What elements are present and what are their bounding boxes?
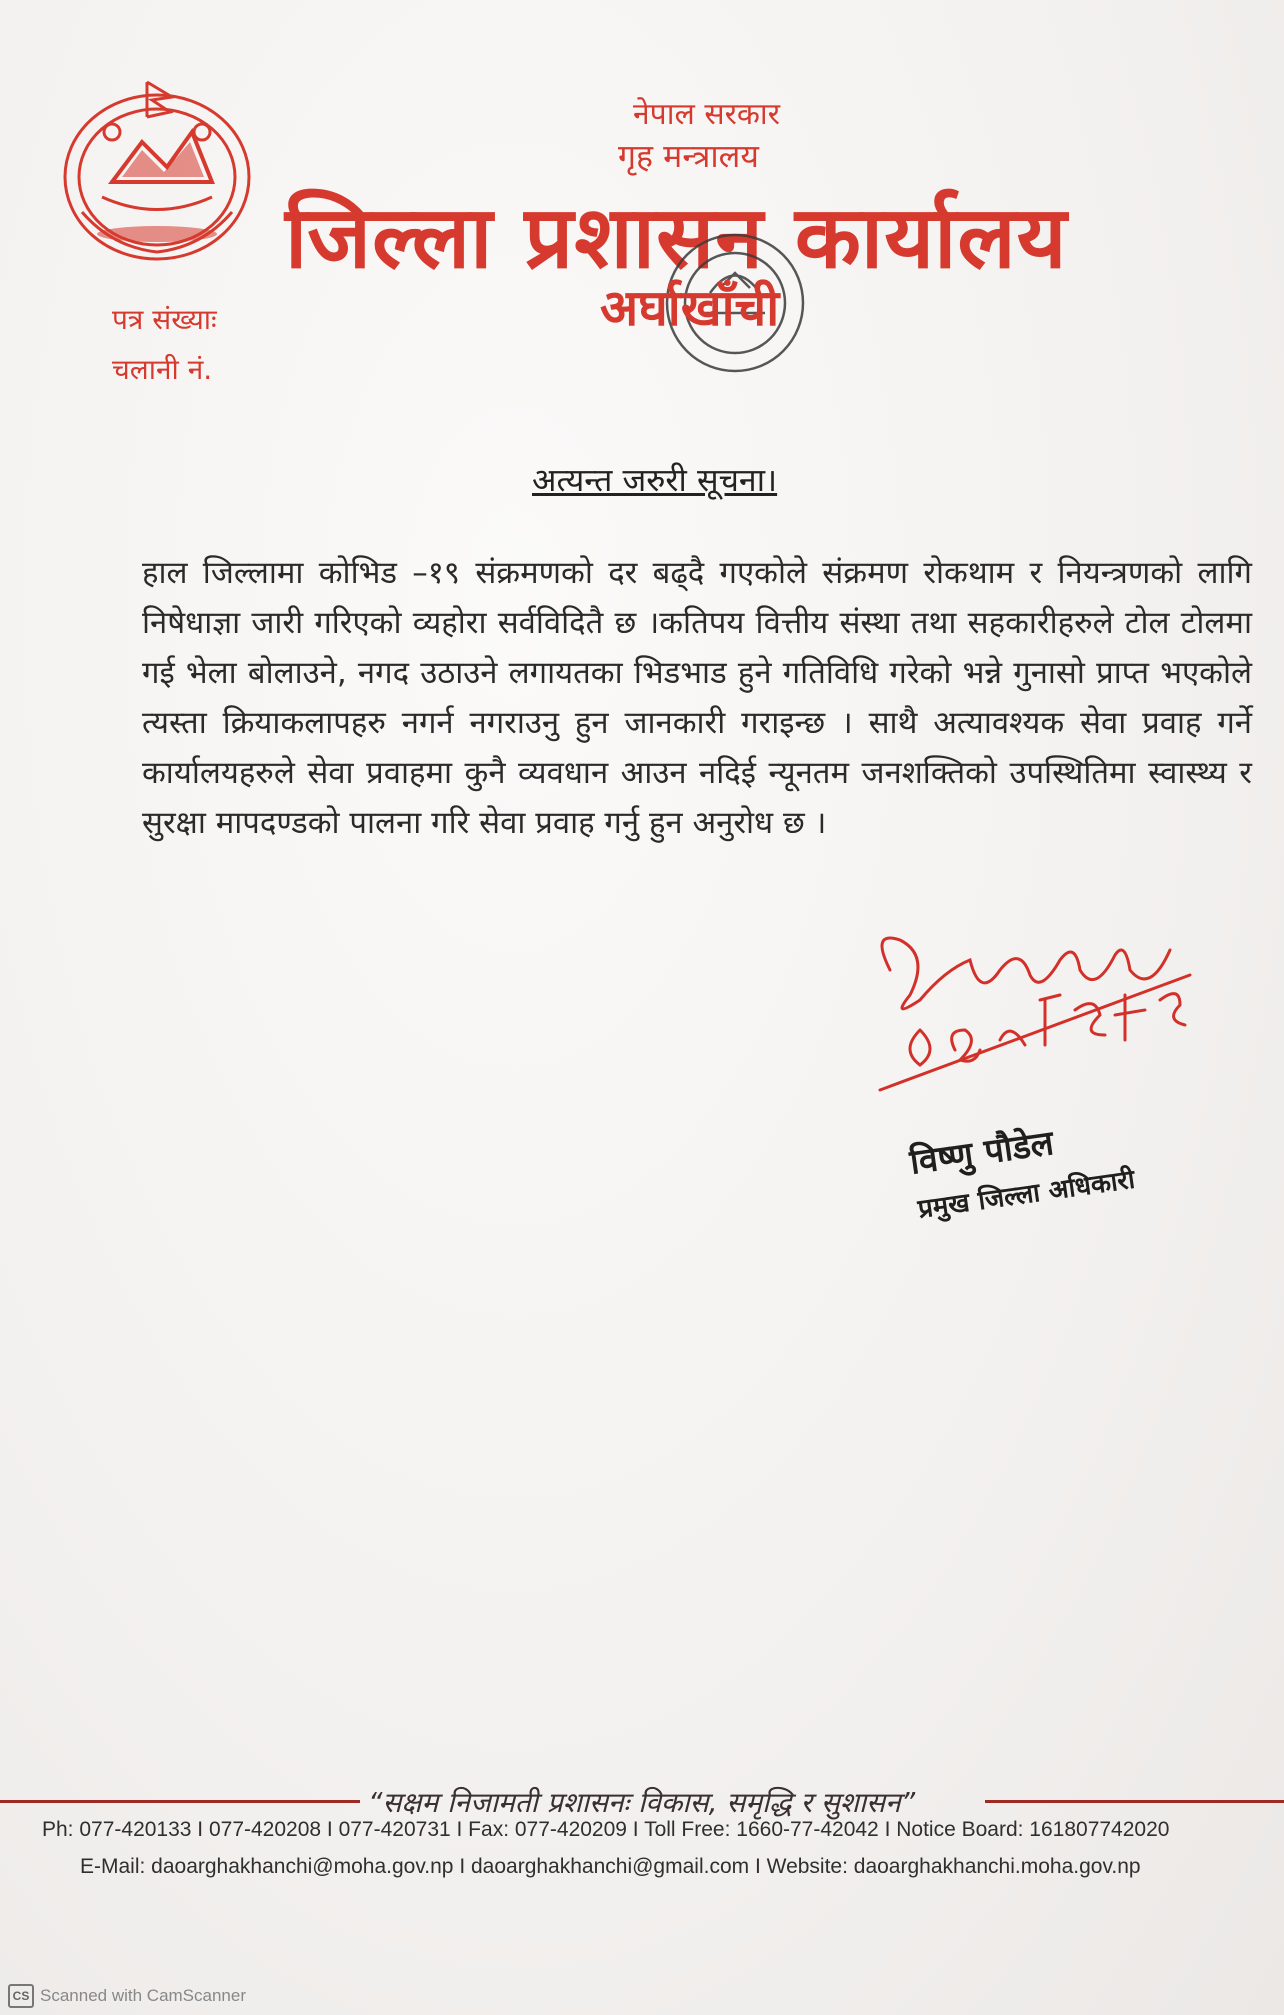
footer-divider-left <box>0 1800 360 1803</box>
handwritten-signature-icon <box>860 900 1220 1120</box>
nepal-government-emblem-icon <box>52 62 262 272</box>
letter-number-label: पत्र संख्याः <box>112 303 217 336</box>
footer-contact-web: E-Mail: daoarghakhanchi@moha.gov.np I daoarghakhanchi@gmail.com I Website: daoarghakhanchi.moha.gov.np <box>80 1855 1141 1878</box>
footer-contact-phones: Ph: 077-420133 I 077-420208 I 077-420731 I Fax: 077-420209 I Toll Free: 1660-77-42042 I Notice Board: 161807742020 <box>42 1818 1170 1841</box>
footer-divider-right <box>985 1800 1284 1803</box>
footer-motto: “सक्षम निजामती प्रशासनः विकास, समृद्धि र सुशासन” <box>368 1786 916 1819</box>
camscanner-watermark <box>8 1984 246 2008</box>
camscanner-icon: CS <box>8 1984 34 2008</box>
signatory-name: विष्णु पौडेल <box>907 1123 1057 1183</box>
ministry-name: गृह मन्त्रालय <box>618 137 759 175</box>
notice-body: हाल जिल्लामा कोभिड –१९ संक्रमणको दर बढ्दै गएकोले संक्रमण रोकथाम र नियन्त्रणको लागि निषेधाज्ञा जारी गरिएको व्यहोरा सर्वविदितै छ ।कतिपय वित्तीय संस्था तथा सहकारीहरुले टोल टोलमा गई भेला बोलाउने, नगद उठाउने लगायतका भिडभाड हुने गतिविधि गरेको भन्ने गुनासो प्राप्त भएकोले त्यस्ता क्रियाकलापहरु नगर्न नगराउनु हुन जानकारी गराइन्छ । साथै अत्यावश्यक सेवा प्रवाह गर्ने कार्यालयहरुले सेवा प्रवाहमा कुनै व्यवधान आउन नदिई न्यूनतम जनशक्तिको उपस्थितिमा स्वास्थ्य र सुरक्षा मापदण्डको पालना गरि सेवा प्रवाह गर्नु हुन अनुरोध छ । <box>142 555 1252 841</box>
notice-heading: अत्यन्त जरुरी सूचना। <box>532 461 778 499</box>
office-title: जिल्ला प्रशासन कार्यालय <box>285 188 1068 288</box>
district-name: अर्घाखाँची <box>600 279 780 337</box>
government-name: नेपाल सरकार <box>633 97 780 132</box>
camscanner-label: Scanned with CamScanner <box>40 1986 247 2005</box>
dispatch-number-label: चलानी नं. <box>112 353 213 386</box>
signatory-title: प्रमुख जिल्ला अधिकारी <box>916 1164 1137 1225</box>
